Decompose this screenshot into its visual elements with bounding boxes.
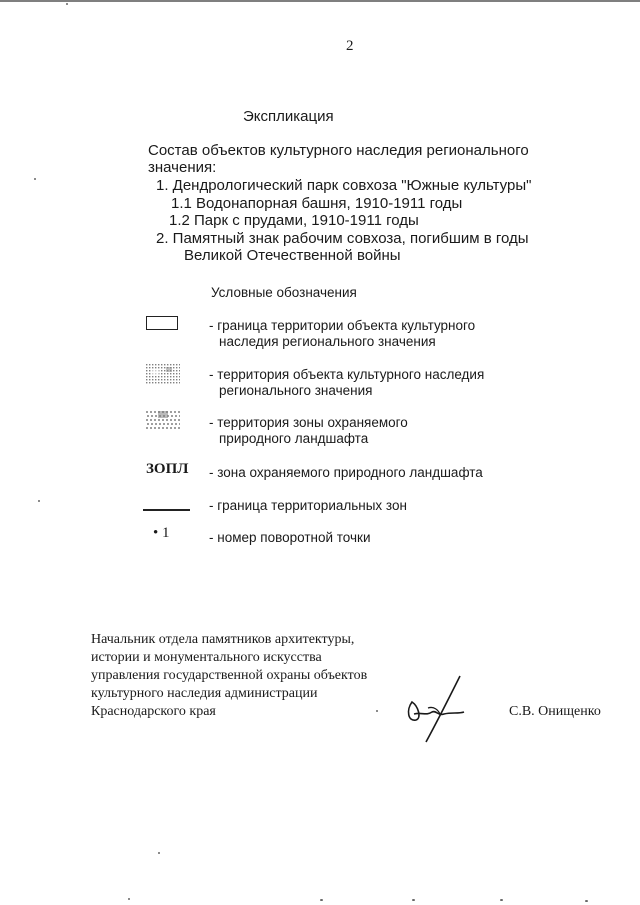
signer-name: С.В. Онищенко [509,704,601,719]
signatory-title-line: Краснодарского края [91,704,216,719]
list-item-continuation: Великой Отечественной войны [184,247,401,264]
scan-speck [34,178,36,180]
signatory-title-line: управления государственной охраны объектов [91,668,368,683]
intro-line: значения: [148,159,217,176]
legend-text: природного ландшафта [219,431,369,446]
scan-speck [412,899,415,901]
legend-text: - территория объекта культурного наследия [209,367,485,382]
page-number: 2 [346,38,354,54]
list-subitem: 1.2 Парк с прудами, 1910-1911 годы [169,212,419,229]
scan-top-edge [0,0,640,2]
dotted-hatch-icon [146,364,180,384]
list-item: 1. Дендрологический парк совхоза "Южные культуры" [156,177,532,194]
scan-speck [158,852,160,854]
explication-title: Экспликация [243,108,334,125]
legend-text: наследия регионального значения [219,334,436,349]
legend-title: Условные обозначения [211,285,357,300]
scan-speck [320,899,323,901]
legend-text: - номер поворотной точки [209,530,371,545]
zone-boundary-line-icon [143,509,190,511]
legend-text: регионального значения [219,383,373,398]
scan-speck [376,710,378,712]
handwritten-signature [398,668,476,746]
legend-text: - граница территории объекта культурного [209,318,476,333]
legend-text: - территория зоны охраняемого [209,415,408,430]
scan-speck [500,899,503,901]
zone-code-label: ЗОПЛ [146,461,189,477]
legend-text: - зона охраняемого природного ландшафта [209,465,483,480]
scan-speck [38,500,40,502]
scan-speck [128,898,130,900]
intro-line: Состав объектов культурного наследия регионального [148,142,529,159]
list-subitem: 1.1 Водонапорная башня, 1910-1911 годы [171,195,463,212]
list-item: 2. Памятный знак рабочим совхоза, погибшим в годы [156,230,529,247]
boundary-rectangle-icon [146,316,178,330]
signatory-title-line: культурного наследия администрации [91,686,318,701]
turning-point-marker: • 1 [153,525,170,541]
dashed-hatch-icon [146,409,180,429]
scan-speck [66,3,68,5]
signatory-title-line: истории и монументального искусства [91,650,322,665]
signatory-title-line: Начальник отдела памятников архитектуры, [91,632,355,647]
scan-speck [585,900,588,902]
legend-text: - граница территориальных зон [209,498,407,513]
